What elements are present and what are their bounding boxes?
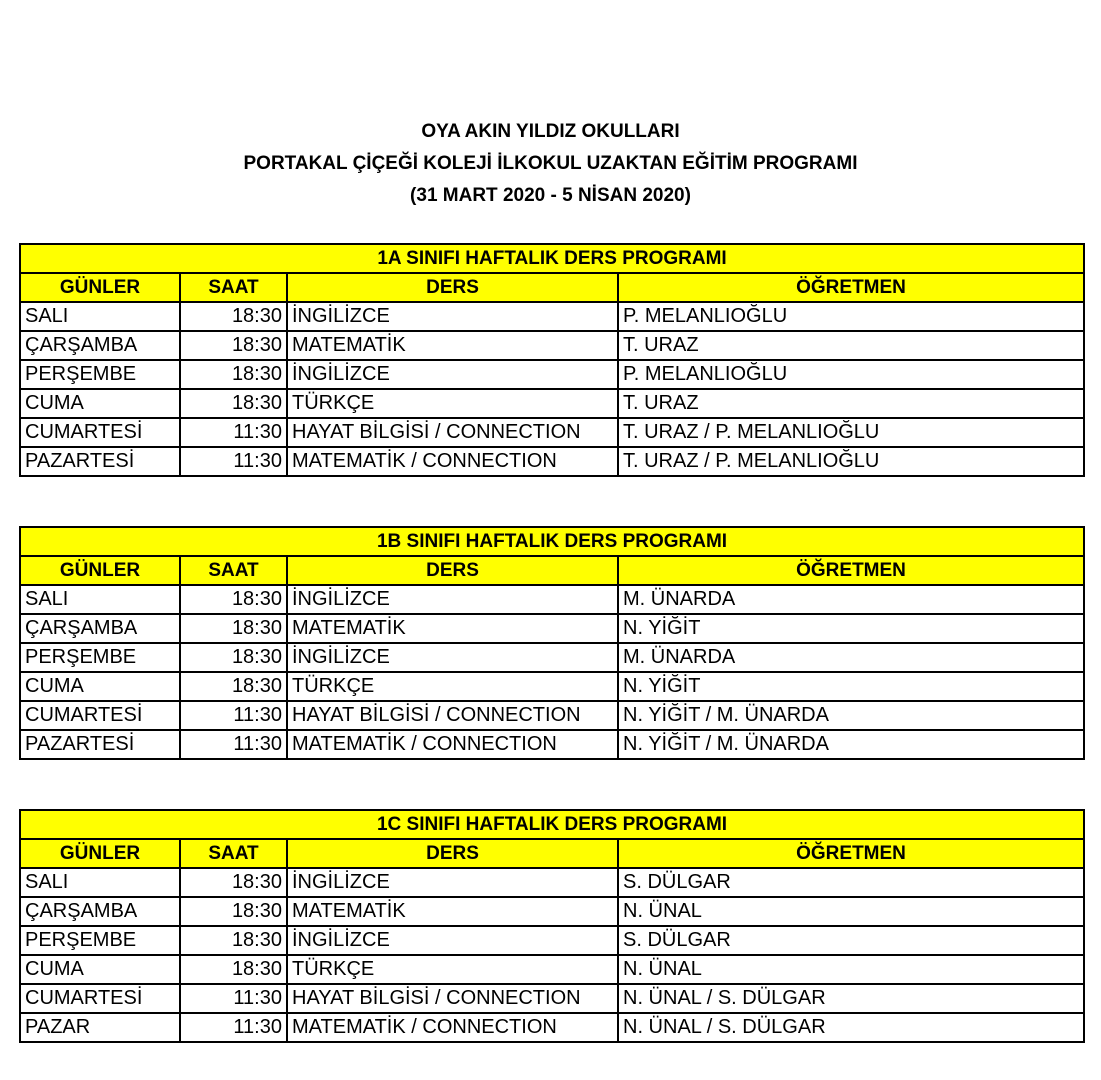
day-cell: PERŞEMBE [20, 360, 180, 389]
table-title: 1B SINIFI HAFTALIK DERS PROGRAMI [20, 527, 1084, 556]
day-cell: ÇARŞAMBA [20, 614, 180, 643]
table-row [20, 643, 1084, 672]
time-cell: 18:30 [180, 897, 287, 926]
teacher-cell: T. URAZ [618, 389, 1084, 418]
table-row [20, 585, 1084, 614]
teacher-cell: N. ÜNAL [618, 955, 1084, 984]
teacher-cell: S. DÜLGAR [618, 926, 1084, 955]
day-cell: SALI [20, 302, 180, 331]
day-cell: ÇARŞAMBA [20, 897, 180, 926]
lesson-cell: MATEMATİK [287, 614, 618, 643]
column-header-time: SAAT [180, 839, 287, 868]
day-cell: PERŞEMBE [20, 926, 180, 955]
table-row [20, 447, 1084, 476]
table-row [20, 701, 1084, 730]
table-row [20, 614, 1084, 643]
column-header-time: SAAT [180, 556, 287, 585]
schedule-table-1c [19, 809, 1085, 1043]
program-title: PORTAKAL ÇİÇEĞİ KOLEJİ İLKOKUL UZAKTAN EĞİTİM PROGRAMI [243, 153, 858, 174]
day-cell: SALI [20, 868, 180, 897]
day-cell: PAZAR [20, 1013, 180, 1042]
teacher-cell: S. DÜLGAR [618, 868, 1084, 897]
table-row [20, 360, 1084, 389]
day-cell: CUMA [20, 389, 180, 418]
teacher-cell: N. YİĞİT [618, 614, 1084, 643]
lesson-cell: İNGİLİZCE [287, 643, 618, 672]
column-header-time: SAAT [180, 273, 287, 302]
time-cell: 18:30 [180, 868, 287, 897]
time-cell: 11:30 [180, 984, 287, 1013]
schedule-table-1b [19, 526, 1085, 760]
date-range: (31 MART 2020 - 5 NİSAN 2020) [410, 185, 691, 206]
time-cell: 11:30 [180, 730, 287, 759]
time-cell: 11:30 [180, 418, 287, 447]
table-row [20, 868, 1084, 897]
lesson-cell: İNGİLİZCE [287, 926, 618, 955]
lesson-cell: HAYAT BİLGİSİ / CONNECTION [287, 418, 618, 447]
table-row [20, 389, 1084, 418]
teacher-cell: T. URAZ / P. MELANLIOĞLU [618, 418, 1084, 447]
teacher-cell: N. YİĞİT / M. ÜNARDA [618, 730, 1084, 759]
column-header-teacher: ÖĞRETMEN [618, 556, 1084, 585]
lesson-cell: HAYAT BİLGİSİ / CONNECTION [287, 984, 618, 1013]
lesson-cell: İNGİLİZCE [287, 302, 618, 331]
lesson-cell: MATEMATİK [287, 897, 618, 926]
teacher-cell: T. URAZ [618, 331, 1084, 360]
table-row [20, 1013, 1084, 1042]
time-cell: 11:30 [180, 701, 287, 730]
time-cell: 18:30 [180, 389, 287, 418]
table-row [20, 926, 1084, 955]
table-row [20, 331, 1084, 360]
column-header-teacher: ÖĞRETMEN [618, 273, 1084, 302]
time-cell: 11:30 [180, 1013, 287, 1042]
day-cell: PAZARTESİ [20, 447, 180, 476]
column-header-lesson: DERS [287, 839, 618, 868]
lesson-cell: İNGİLİZCE [287, 868, 618, 897]
teacher-cell: N. YİĞİT [618, 672, 1084, 701]
lesson-cell: MATEMATİK / CONNECTION [287, 1013, 618, 1042]
lesson-cell: TÜRKÇE [287, 389, 618, 418]
table-title-row [20, 527, 1084, 556]
time-cell: 18:30 [180, 926, 287, 955]
column-header-row [20, 556, 1084, 585]
table-title-row [20, 810, 1084, 839]
day-cell: SALI [20, 585, 180, 614]
column-header-teacher: ÖĞRETMEN [618, 839, 1084, 868]
teacher-cell: N. ÜNAL / S. DÜLGAR [618, 984, 1084, 1013]
lesson-cell: MATEMATİK [287, 331, 618, 360]
time-cell: 18:30 [180, 643, 287, 672]
time-cell: 18:30 [180, 585, 287, 614]
time-cell: 18:30 [180, 955, 287, 984]
day-cell: PAZARTESİ [20, 730, 180, 759]
day-cell: CUMARTESİ [20, 701, 180, 730]
time-cell: 11:30 [180, 447, 287, 476]
lesson-cell: TÜRKÇE [287, 672, 618, 701]
teacher-cell: P. MELANLIOĞLU [618, 302, 1084, 331]
lesson-cell: İNGİLİZCE [287, 585, 618, 614]
lesson-cell: İNGİLİZCE [287, 360, 618, 389]
lesson-cell: HAYAT BİLGİSİ / CONNECTION [287, 701, 618, 730]
table-row [20, 955, 1084, 984]
teacher-cell: N. ÜNAL / S. DÜLGAR [618, 1013, 1084, 1042]
day-cell: CUMA [20, 955, 180, 984]
teacher-cell: M. ÜNARDA [618, 585, 1084, 614]
teacher-cell: N. YİĞİT / M. ÜNARDA [618, 701, 1084, 730]
teacher-cell: T. URAZ / P. MELANLIOĞLU [618, 447, 1084, 476]
teacher-cell: P. MELANLIOĞLU [618, 360, 1084, 389]
table-title-row [20, 244, 1084, 273]
teacher-cell: M. ÜNARDA [618, 643, 1084, 672]
time-cell: 18:30 [180, 302, 287, 331]
column-header-row [20, 839, 1084, 868]
table-title: 1A SINIFI HAFTALIK DERS PROGRAMI [20, 244, 1084, 273]
lesson-cell: MATEMATİK / CONNECTION [287, 447, 618, 476]
day-cell: PERŞEMBE [20, 643, 180, 672]
table-row [20, 897, 1084, 926]
teacher-cell: N. ÜNAL [618, 897, 1084, 926]
table-row [20, 672, 1084, 701]
time-cell: 18:30 [180, 331, 287, 360]
schedule-table-1a [19, 243, 1085, 477]
time-cell: 18:30 [180, 672, 287, 701]
column-header-day: GÜNLER [20, 839, 180, 868]
time-cell: 18:30 [180, 614, 287, 643]
day-cell: ÇARŞAMBA [20, 331, 180, 360]
time-cell: 18:30 [180, 360, 287, 389]
lesson-cell: TÜRKÇE [287, 955, 618, 984]
day-cell: CUMARTESİ [20, 984, 180, 1013]
table-row [20, 730, 1084, 759]
column-header-row [20, 273, 1084, 302]
school-name: OYA AKIN YILDIZ OKULLARI [421, 121, 680, 142]
column-header-lesson: DERS [287, 273, 618, 302]
table-row [20, 302, 1084, 331]
day-cell: CUMA [20, 672, 180, 701]
day-cell: CUMARTESİ [20, 418, 180, 447]
column-header-day: GÜNLER [20, 273, 180, 302]
column-header-day: GÜNLER [20, 556, 180, 585]
table-title: 1C SINIFI HAFTALIK DERS PROGRAMI [20, 810, 1084, 839]
lesson-cell: MATEMATİK / CONNECTION [287, 730, 618, 759]
table-row [20, 418, 1084, 447]
table-row [20, 984, 1084, 1013]
column-header-lesson: DERS [287, 556, 618, 585]
